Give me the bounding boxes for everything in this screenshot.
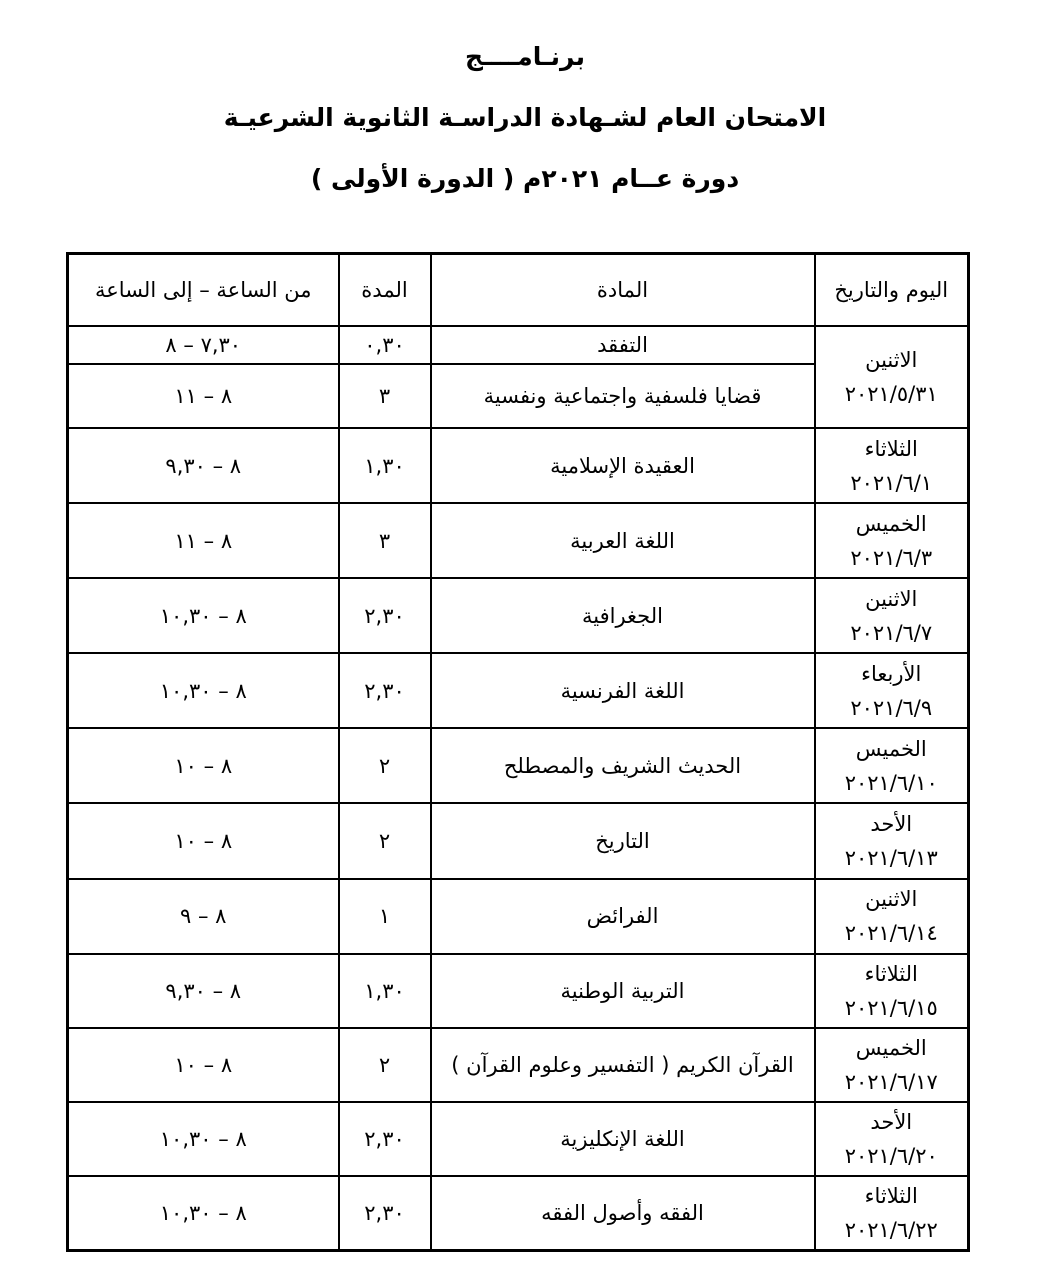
time-cell: ٨ – ٩	[68, 879, 339, 954]
day-name: الثلاثاء	[864, 436, 918, 461]
subject-cell: قضايا فلسفية واجتماعية ونفسية	[431, 364, 815, 428]
table-row	[68, 728, 969, 803]
program-title: برنـامــــج	[465, 42, 585, 71]
time-cell: ٨ – ١٠,٣٠	[68, 1176, 339, 1251]
day-name: الأحد	[870, 1109, 913, 1134]
duration-cell: ١	[339, 879, 431, 954]
table-row	[68, 1176, 969, 1251]
subject-cell: الفقه وأصول الفقه	[431, 1176, 815, 1251]
table-row	[68, 879, 969, 954]
table-row	[68, 428, 969, 503]
table-row	[68, 653, 969, 728]
session-title: دورة عــام ٢٠٢١م ( الدورة الأولى )	[310, 164, 740, 193]
subject-cell: اللغة الفرنسية	[431, 653, 815, 728]
exam-date: ٢٠٢١/٦/٧	[850, 620, 933, 645]
duration-cell: ١,٣٠	[339, 954, 431, 1028]
subject-cell: الفرائض	[431, 879, 815, 954]
duration-cell: ٢,٣٠	[339, 1102, 431, 1176]
day-name: الاثنين	[865, 887, 918, 912]
exam-title: الامتحان العام لشـهادة الدراسـة الثانوية الشرعيـة	[223, 103, 827, 132]
table-row	[68, 954, 969, 1028]
day-name: الخميس	[855, 511, 927, 536]
table-row	[68, 326, 969, 364]
subject-cell: التاريخ	[431, 803, 815, 878]
day-name: الأربعاء	[861, 661, 922, 686]
day-date-cell	[815, 1102, 969, 1176]
header-day-date: اليوم والتاريخ	[815, 254, 969, 327]
table-row	[68, 1028, 969, 1102]
day-date-cell	[815, 326, 969, 428]
exam-date: ٢٠٢١/٦/١٤	[844, 921, 938, 946]
time-cell: ٨ – ١٠	[68, 728, 339, 803]
duration-cell: ١,٣٠	[339, 428, 431, 503]
day-name: الاثنين	[865, 348, 918, 373]
day-date-cell	[815, 653, 969, 728]
exam-date: ٢٠٢١/٦/٩	[850, 695, 933, 720]
subject-cell: القرآن الكريم ( التفسير وعلوم القرآن )	[431, 1028, 815, 1102]
exam-date: ٢٠٢١/٦/١٣	[844, 846, 938, 871]
subject-cell: التربية الوطنية	[431, 954, 815, 1028]
table-row	[68, 503, 969, 578]
exam-date: ٢٠٢١/٦/٣	[850, 545, 933, 570]
day-name: الخميس	[855, 736, 927, 761]
exam-date: ٢٠٢١/٦/١	[850, 470, 933, 495]
duration-cell: ٢	[339, 803, 431, 878]
duration-cell: ٢	[339, 728, 431, 803]
day-date-cell	[815, 428, 969, 503]
duration-cell: ٢,٣٠	[339, 578, 431, 653]
day-name: الاثنين	[865, 586, 918, 611]
time-cell: ٨ – ١٠,٣٠	[68, 653, 339, 728]
day-name: الثلاثاء	[864, 961, 918, 986]
subject-cell: الحديث الشريف والمصطلح	[431, 728, 815, 803]
exam-date: ٢٠٢١/٦/٢٠	[844, 1143, 938, 1168]
time-cell: ٨ – ١٠	[68, 803, 339, 878]
time-cell: ٨ – ٩,٣٠	[68, 954, 339, 1028]
table-row	[68, 803, 969, 878]
table-header-row	[68, 254, 969, 327]
header-subject: المادة	[431, 254, 815, 327]
duration-cell: ٣	[339, 503, 431, 578]
exam-date: ٢٠٢١/٦/١٠	[844, 770, 938, 795]
time-cell: ٨ – ٩,٣٠	[68, 428, 339, 503]
day-date-cell	[815, 503, 969, 578]
table-row	[68, 1102, 969, 1176]
subject-cell: اللغة الإنكليزية	[431, 1102, 815, 1176]
time-cell: ٨ – ١١	[68, 503, 339, 578]
day-date-cell	[815, 803, 969, 878]
subject-cell: العقيدة الإسلامية	[431, 428, 815, 503]
day-name: الثلاثاء	[864, 1183, 918, 1208]
day-date-cell	[815, 954, 969, 1028]
time-cell: ٨ – ١١	[68, 364, 339, 428]
duration-cell: ٠,٣٠	[339, 326, 431, 364]
day-date-cell	[815, 1176, 969, 1251]
duration-cell: ٣	[339, 364, 431, 428]
exam-date: ٢٠٢١/٦/٢٢	[844, 1217, 938, 1242]
subject-cell: الجغرافية	[431, 578, 815, 653]
duration-cell: ٢,٣٠	[339, 1176, 431, 1251]
day-date-cell	[815, 1028, 969, 1102]
time-cell: ٨ – ١٠,٣٠	[68, 1102, 339, 1176]
subject-cell: التفقد	[431, 326, 815, 364]
day-date-cell	[815, 728, 969, 803]
duration-cell: ٢,٣٠	[339, 653, 431, 728]
exam-date: ٢٠٢١/٥/٣١	[844, 382, 938, 407]
time-cell: ٨ – ١٠	[68, 1028, 339, 1102]
duration-cell: ٢	[339, 1028, 431, 1102]
header-time: من الساعة – إلى الساعة	[68, 254, 339, 327]
subject-cell: اللغة العربية	[431, 503, 815, 578]
time-cell: ٧,٣٠ – ٨	[68, 326, 339, 364]
exam-date: ٢٠٢١/٦/١٧	[844, 1069, 938, 1094]
time-cell: ٨ – ١٠,٣٠	[68, 578, 339, 653]
exam-schedule-table	[66, 252, 970, 1252]
exam-date: ٢٠٢١/٦/١٥	[844, 995, 938, 1020]
header-duration: المدة	[339, 254, 431, 327]
day-name: الخميس	[855, 1035, 927, 1060]
day-name: الأحد	[870, 812, 913, 837]
table-row	[68, 578, 969, 653]
day-date-cell	[815, 578, 969, 653]
day-date-cell	[815, 879, 969, 954]
